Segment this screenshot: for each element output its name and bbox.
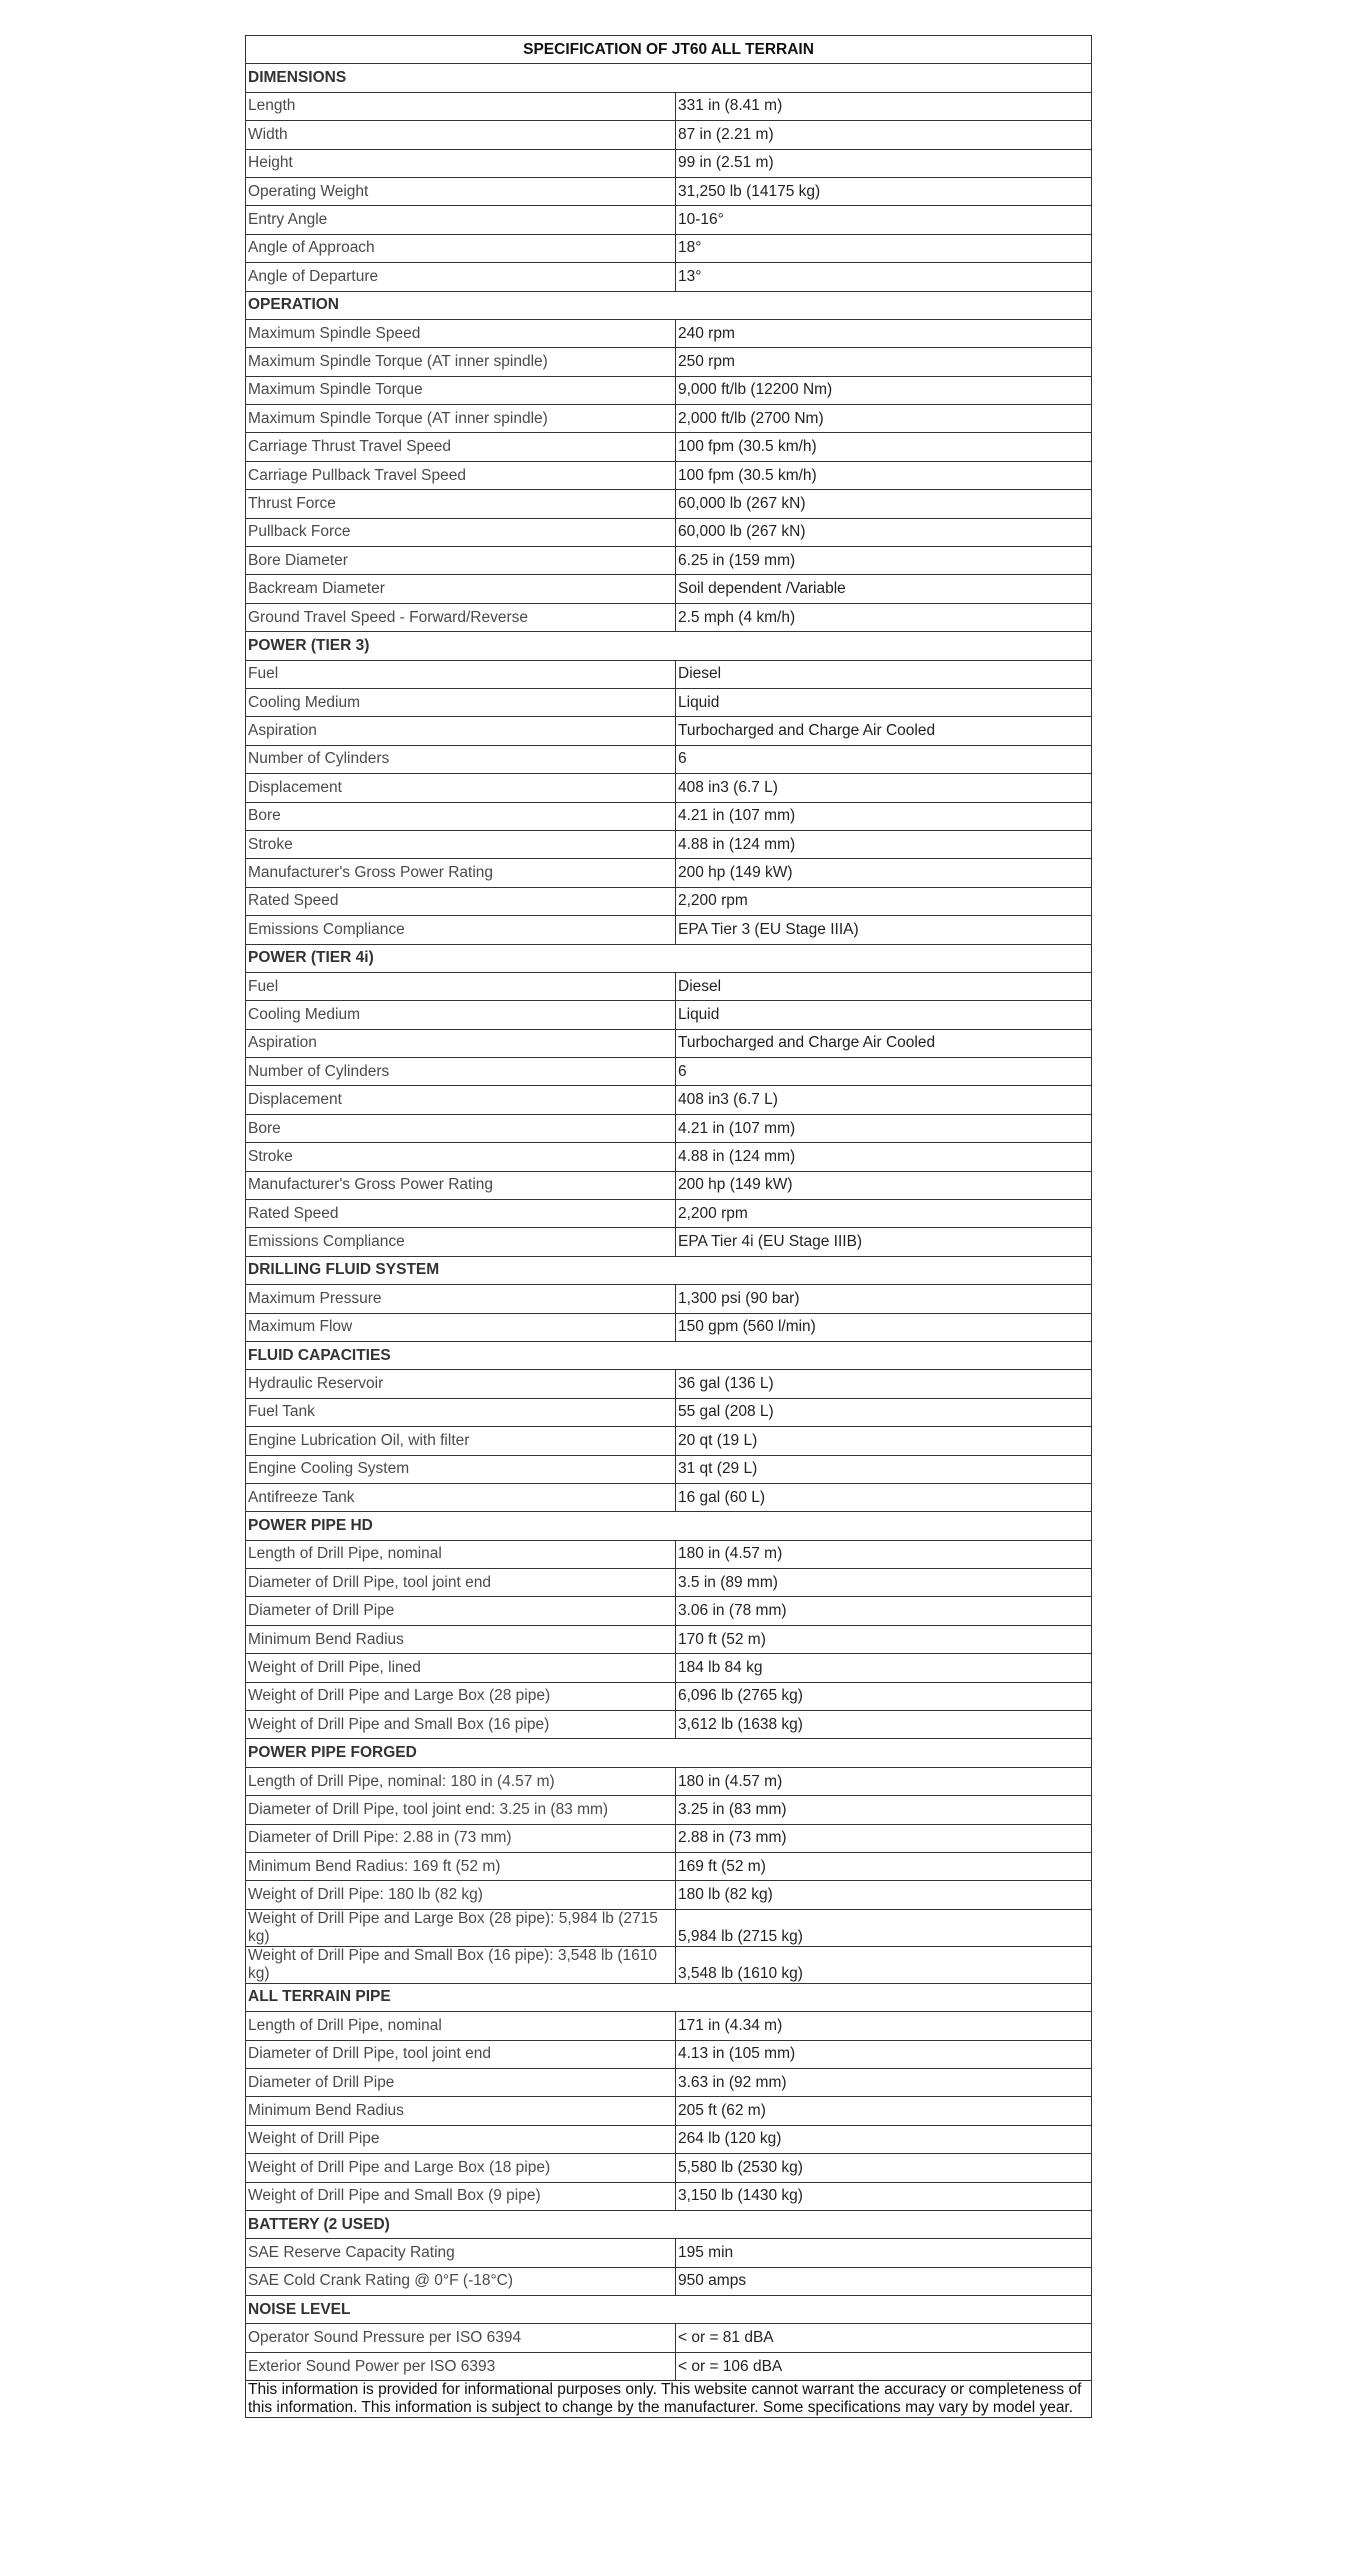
spec-value: 10-16° xyxy=(676,206,1092,234)
footnote-row xyxy=(246,2381,1092,2418)
spec-row xyxy=(246,1200,1092,1228)
disclaimer-text: This information is provided for informational purposes only. This website cannot warrant the accuracy or completeness of this information. This information is subject to change by the manufacturer. Some specifications may vary by model year. xyxy=(246,2381,1092,2418)
spec-row xyxy=(246,1228,1092,1256)
spec-value: Turbocharged and Charge Air Cooled xyxy=(676,717,1092,745)
spec-label: Hydraulic Reservoir xyxy=(246,1370,676,1398)
spec-row xyxy=(246,518,1092,546)
spec-label: Thrust Force xyxy=(246,490,676,518)
spec-value: 171 in (4.34 m) xyxy=(676,2012,1092,2040)
spec-row xyxy=(246,1909,1092,1946)
spec-label: Number of Cylinders xyxy=(246,745,676,773)
spec-value: 3.63 in (92 mm) xyxy=(676,2068,1092,2096)
spec-label: Minimum Bend Radius: 169 ft (52 m) xyxy=(246,1853,676,1881)
spec-label: Carriage Pullback Travel Speed xyxy=(246,461,676,489)
spec-value: 100 fpm (30.5 km/h) xyxy=(676,461,1092,489)
spec-label: Weight of Drill Pipe and Small Box (16 pipe) xyxy=(246,1711,676,1739)
spec-label: Exterior Sound Power per ISO 6393 xyxy=(246,2352,676,2380)
spec-row xyxy=(246,688,1092,716)
spec-label: Width xyxy=(246,121,676,149)
section-heading-dimensions: DIMENSIONS xyxy=(246,64,1092,92)
spec-label: Angle of Approach xyxy=(246,234,676,262)
spec-label: Engine Cooling System xyxy=(246,1455,676,1483)
spec-label: Stroke xyxy=(246,830,676,858)
spec-row xyxy=(246,1171,1092,1199)
section-header-row xyxy=(246,291,1092,319)
spec-label: Aspiration xyxy=(246,1029,676,1057)
spec-label: Weight of Drill Pipe and Small Box (9 pipe) xyxy=(246,2182,676,2210)
spec-label: Cooling Medium xyxy=(246,1001,676,1029)
spec-row xyxy=(246,1285,1092,1313)
spec-value: 205 ft (62 m) xyxy=(676,2097,1092,2125)
title-row xyxy=(246,36,1092,64)
spec-value: Diesel xyxy=(676,972,1092,1000)
spec-row xyxy=(246,575,1092,603)
spec-row xyxy=(246,1796,1092,1824)
section-heading-power-pipe-hd: POWER PIPE HD xyxy=(246,1512,1092,1540)
spec-label: Maximum Spindle Speed xyxy=(246,319,676,347)
spec-label: Rated Speed xyxy=(246,1200,676,1228)
section-heading-drilling-fluid-system: DRILLING FLUID SYSTEM xyxy=(246,1256,1092,1284)
spec-value: 5,984 lb (2715 kg) xyxy=(676,1909,1092,1946)
spec-label: Diameter of Drill Pipe xyxy=(246,1597,676,1625)
spec-value: 4.88 in (124 mm) xyxy=(676,830,1092,858)
section-heading-fluid-capacities: FLUID CAPACITIES xyxy=(246,1341,1092,1369)
section-heading-noise-level: NOISE LEVEL xyxy=(246,2296,1092,2324)
spec-row xyxy=(246,319,1092,347)
spec-value: 200 hp (149 kW) xyxy=(676,1171,1092,1199)
section-header-row xyxy=(246,1512,1092,1540)
spec-row xyxy=(246,1313,1092,1341)
spec-value: 331 in (8.41 m) xyxy=(676,92,1092,120)
spec-row xyxy=(246,1001,1092,1029)
spec-value: 3,548 lb (1610 kg) xyxy=(676,1946,1092,1983)
section-heading-power-pipe-forged: POWER PIPE FORGED xyxy=(246,1739,1092,1767)
spec-row xyxy=(246,2267,1092,2295)
spec-value: 3,612 lb (1638 kg) xyxy=(676,1711,1092,1739)
spec-row xyxy=(246,972,1092,1000)
spec-label: Weight of Drill Pipe: 180 lb (82 kg) xyxy=(246,1881,676,1909)
spec-row xyxy=(246,2068,1092,2096)
spec-label: Operator Sound Pressure per ISO 6394 xyxy=(246,2324,676,2352)
spec-row xyxy=(246,1143,1092,1171)
spec-value: 36 gal (136 L) xyxy=(676,1370,1092,1398)
spec-row xyxy=(246,2012,1092,2040)
spec-label: Length of Drill Pipe, nominal xyxy=(246,1540,676,1568)
section-heading-operation: OPERATION xyxy=(246,291,1092,319)
spec-value: < or = 81 dBA xyxy=(676,2324,1092,2352)
spec-value: 169 ft (52 m) xyxy=(676,1853,1092,1881)
spec-value: 31 qt (29 L) xyxy=(676,1455,1092,1483)
section-heading-all-terrain-pipe: ALL TERRAIN PIPE xyxy=(246,1983,1092,2011)
spec-value: 6 xyxy=(676,745,1092,773)
spec-value: 180 in (4.57 m) xyxy=(676,1767,1092,1795)
spec-value: 195 min xyxy=(676,2239,1092,2267)
spec-value: Liquid xyxy=(676,1001,1092,1029)
spec-label: Emissions Compliance xyxy=(246,916,676,944)
spec-label: Maximum Spindle Torque (AT inner spindle) xyxy=(246,405,676,433)
section-header-row xyxy=(246,1739,1092,1767)
spec-row xyxy=(246,1114,1092,1142)
spec-row xyxy=(246,1654,1092,1682)
spec-label: Aspiration xyxy=(246,717,676,745)
spec-row xyxy=(246,1569,1092,1597)
spec-row xyxy=(246,92,1092,120)
spec-value: 180 lb (82 kg) xyxy=(676,1881,1092,1909)
spec-label: Weight of Drill Pipe and Small Box (16 pipe): 3,548 lb (1610 kg) xyxy=(246,1946,676,1983)
spec-row xyxy=(246,149,1092,177)
spec-label: Fuel xyxy=(246,972,676,1000)
spec-row xyxy=(246,1540,1092,1568)
spec-row xyxy=(246,1767,1092,1795)
spec-value: 100 fpm (30.5 km/h) xyxy=(676,433,1092,461)
spec-row xyxy=(246,1398,1092,1426)
spec-label: Angle of Departure xyxy=(246,263,676,291)
spec-row xyxy=(246,2097,1092,2125)
spec-label: Stroke xyxy=(246,1143,676,1171)
spec-value: 4.21 in (107 mm) xyxy=(676,802,1092,830)
spec-label: Weight of Drill Pipe xyxy=(246,2125,676,2153)
spec-value: 6,096 lb (2765 kg) xyxy=(676,1682,1092,1710)
spec-value: 3,150 lb (1430 kg) xyxy=(676,2182,1092,2210)
spec-row xyxy=(246,859,1092,887)
spec-label: Length of Drill Pipe, nominal xyxy=(246,2012,676,2040)
spec-row xyxy=(246,2352,1092,2380)
spec-value: 2,200 rpm xyxy=(676,1200,1092,1228)
spec-value: EPA Tier 3 (EU Stage IIIA) xyxy=(676,916,1092,944)
spec-value: 9,000 ft/lb (12200 Nm) xyxy=(676,376,1092,404)
spec-row xyxy=(246,1682,1092,1710)
spec-value: 20 qt (19 L) xyxy=(676,1427,1092,1455)
spec-row xyxy=(246,830,1092,858)
spec-value: 264 lb (120 kg) xyxy=(676,2125,1092,2153)
spec-label: Weight of Drill Pipe, lined xyxy=(246,1654,676,1682)
spec-label: Diameter of Drill Pipe, tool joint end xyxy=(246,2040,676,2068)
spec-row xyxy=(246,802,1092,830)
spec-value: 2,000 ft/lb (2700 Nm) xyxy=(676,405,1092,433)
spec-label: Displacement xyxy=(246,774,676,802)
section-header-row xyxy=(246,64,1092,92)
spec-row xyxy=(246,121,1092,149)
spec-value: EPA Tier 4i (EU Stage IIIB) xyxy=(676,1228,1092,1256)
spec-value: < or = 106 dBA xyxy=(676,2352,1092,2380)
spec-value: 6 xyxy=(676,1058,1092,1086)
spec-value: 2.5 mph (4 km/h) xyxy=(676,603,1092,631)
spec-value: 950 amps xyxy=(676,2267,1092,2295)
spec-row xyxy=(246,745,1092,773)
section-header-row xyxy=(246,1256,1092,1284)
spec-value: 240 rpm xyxy=(676,319,1092,347)
spec-row xyxy=(246,234,1092,262)
section-heading-power-tier-3: POWER (TIER 3) xyxy=(246,632,1092,660)
spec-value: 31,250 lb (14175 kg) xyxy=(676,177,1092,205)
spec-label: Manufacturer's Gross Power Rating xyxy=(246,1171,676,1199)
spec-row xyxy=(246,1824,1092,1852)
spec-value: 180 in (4.57 m) xyxy=(676,1540,1092,1568)
spec-row xyxy=(246,1625,1092,1653)
spec-value: 3.06 in (78 mm) xyxy=(676,1597,1092,1625)
spec-row xyxy=(246,660,1092,688)
spec-value: 18° xyxy=(676,234,1092,262)
spec-row xyxy=(246,1455,1092,1483)
spec-label: Displacement xyxy=(246,1086,676,1114)
section-heading-power-tier-4i: POWER (TIER 4i) xyxy=(246,944,1092,972)
section-header-row xyxy=(246,632,1092,660)
spec-value: 2,200 rpm xyxy=(676,887,1092,915)
spec-row xyxy=(246,2324,1092,2352)
spec-label: Length xyxy=(246,92,676,120)
spec-value: 87 in (2.21 m) xyxy=(676,121,1092,149)
spec-row xyxy=(246,490,1092,518)
spec-row xyxy=(246,348,1092,376)
spec-row xyxy=(246,376,1092,404)
spec-label: Backream Diameter xyxy=(246,575,676,603)
spec-label: Ground Travel Speed - Forward/Reverse xyxy=(246,603,676,631)
spec-value: 1,300 psi (90 bar) xyxy=(676,1285,1092,1313)
spec-body xyxy=(246,64,1092,2381)
spec-value: 99 in (2.51 m) xyxy=(676,149,1092,177)
spec-label: Diameter of Drill Pipe xyxy=(246,2068,676,2096)
spec-row xyxy=(246,2239,1092,2267)
spec-row xyxy=(246,717,1092,745)
spec-row xyxy=(246,405,1092,433)
spec-label: Bore Diameter xyxy=(246,547,676,575)
spec-row xyxy=(246,603,1092,631)
spec-row xyxy=(246,461,1092,489)
spec-label: Diameter of Drill Pipe: 2.88 in (73 mm) xyxy=(246,1824,676,1852)
section-header-row xyxy=(246,2210,1092,2238)
spec-value: 3.5 in (89 mm) xyxy=(676,1569,1092,1597)
spec-row xyxy=(246,1370,1092,1398)
spec-value: 5,580 lb (2530 kg) xyxy=(676,2154,1092,2182)
spec-label: Maximum Pressure xyxy=(246,1285,676,1313)
spec-label: Carriage Thrust Travel Speed xyxy=(246,433,676,461)
spec-row xyxy=(246,2154,1092,2182)
spec-row xyxy=(246,1483,1092,1511)
spec-label: Manufacturer's Gross Power Rating xyxy=(246,859,676,887)
spec-label: Fuel xyxy=(246,660,676,688)
spec-value: 200 hp (149 kW) xyxy=(676,859,1092,887)
spec-label: Weight of Drill Pipe and Large Box (28 pipe): 5,984 lb (2715 kg) xyxy=(246,1909,676,1946)
spec-row xyxy=(246,1853,1092,1881)
spec-row xyxy=(246,2125,1092,2153)
spec-value: 4.13 in (105 mm) xyxy=(676,2040,1092,2068)
spec-label: Operating Weight xyxy=(246,177,676,205)
spec-row xyxy=(246,547,1092,575)
spec-label: Rated Speed xyxy=(246,887,676,915)
spec-row xyxy=(246,1711,1092,1739)
spec-value: 16 gal (60 L) xyxy=(676,1483,1092,1511)
spec-label: Number of Cylinders xyxy=(246,1058,676,1086)
spec-label: SAE Cold Crank Rating @ 0°F (-18°C) xyxy=(246,2267,676,2295)
spec-title: SPECIFICATION OF JT60 ALL TERRAIN xyxy=(246,36,1092,64)
spec-row xyxy=(246,2182,1092,2210)
spec-row xyxy=(246,1946,1092,1983)
spec-value: 2.88 in (73 mm) xyxy=(676,1824,1092,1852)
spec-label: Diameter of Drill Pipe, tool joint end: 3.25 in (83 mm) xyxy=(246,1796,676,1824)
spec-row xyxy=(246,1427,1092,1455)
spec-value: Turbocharged and Charge Air Cooled xyxy=(676,1029,1092,1057)
spec-value: 170 ft (52 m) xyxy=(676,1625,1092,1653)
spec-value: 150 gpm (560 l/min) xyxy=(676,1313,1092,1341)
spec-value: 60,000 lb (267 kN) xyxy=(676,490,1092,518)
spec-label: Minimum Bend Radius xyxy=(246,1625,676,1653)
spec-label: Diameter of Drill Pipe, tool joint end xyxy=(246,1569,676,1597)
spec-row xyxy=(246,1597,1092,1625)
spec-value: 55 gal (208 L) xyxy=(676,1398,1092,1426)
spec-row xyxy=(246,433,1092,461)
spec-value: Soil dependent /Variable xyxy=(676,575,1092,603)
spec-value: 3.25 in (83 mm) xyxy=(676,1796,1092,1824)
section-header-row xyxy=(246,1983,1092,2011)
spec-label: Length of Drill Pipe, nominal: 180 in (4.57 m) xyxy=(246,1767,676,1795)
spec-value: 408 in3 (6.7 L) xyxy=(676,1086,1092,1114)
spec-value: 408 in3 (6.7 L) xyxy=(676,774,1092,802)
section-header-row xyxy=(246,944,1092,972)
spec-value: 6.25 in (159 mm) xyxy=(676,547,1092,575)
spec-value: Diesel xyxy=(676,660,1092,688)
spec-table xyxy=(245,35,1092,2418)
spec-label: Weight of Drill Pipe and Large Box (18 pipe) xyxy=(246,2154,676,2182)
spec-label: Fuel Tank xyxy=(246,1398,676,1426)
spec-row xyxy=(246,177,1092,205)
spec-label: Pullback Force xyxy=(246,518,676,546)
spec-row xyxy=(246,887,1092,915)
spec-value: 250 rpm xyxy=(676,348,1092,376)
spec-value: 13° xyxy=(676,263,1092,291)
spec-value: 4.21 in (107 mm) xyxy=(676,1114,1092,1142)
spec-row xyxy=(246,774,1092,802)
spec-label: Cooling Medium xyxy=(246,688,676,716)
spec-row xyxy=(246,1058,1092,1086)
spec-label: Bore xyxy=(246,802,676,830)
spec-value: 60,000 lb (267 kN) xyxy=(676,518,1092,546)
section-header-row xyxy=(246,2296,1092,2324)
spec-label: Minimum Bend Radius xyxy=(246,2097,676,2125)
section-heading-battery-2-used: BATTERY (2 USED) xyxy=(246,2210,1092,2238)
spec-row xyxy=(246,1881,1092,1909)
spec-label: Bore xyxy=(246,1114,676,1142)
spec-value: Liquid xyxy=(676,688,1092,716)
spec-value: 184 lb 84 kg xyxy=(676,1654,1092,1682)
spec-label: Maximum Spindle Torque xyxy=(246,376,676,404)
spec-label: Engine Lubrication Oil, with filter xyxy=(246,1427,676,1455)
spec-label: Antifreeze Tank xyxy=(246,1483,676,1511)
spec-label: Entry Angle xyxy=(246,206,676,234)
spec-row xyxy=(246,916,1092,944)
spec-label: Weight of Drill Pipe and Large Box (28 pipe) xyxy=(246,1682,676,1710)
spec-label: Maximum Flow xyxy=(246,1313,676,1341)
section-header-row xyxy=(246,1341,1092,1369)
spec-row xyxy=(246,1029,1092,1057)
spec-row xyxy=(246,206,1092,234)
spec-row xyxy=(246,263,1092,291)
spec-label: Emissions Compliance xyxy=(246,1228,676,1256)
spec-label: Maximum Spindle Torque (AT inner spindle) xyxy=(246,348,676,376)
spec-value: 4.88 in (124 mm) xyxy=(676,1143,1092,1171)
spec-label: SAE Reserve Capacity Rating xyxy=(246,2239,676,2267)
spec-row xyxy=(246,1086,1092,1114)
spec-label: Height xyxy=(246,149,676,177)
spec-row xyxy=(246,2040,1092,2068)
